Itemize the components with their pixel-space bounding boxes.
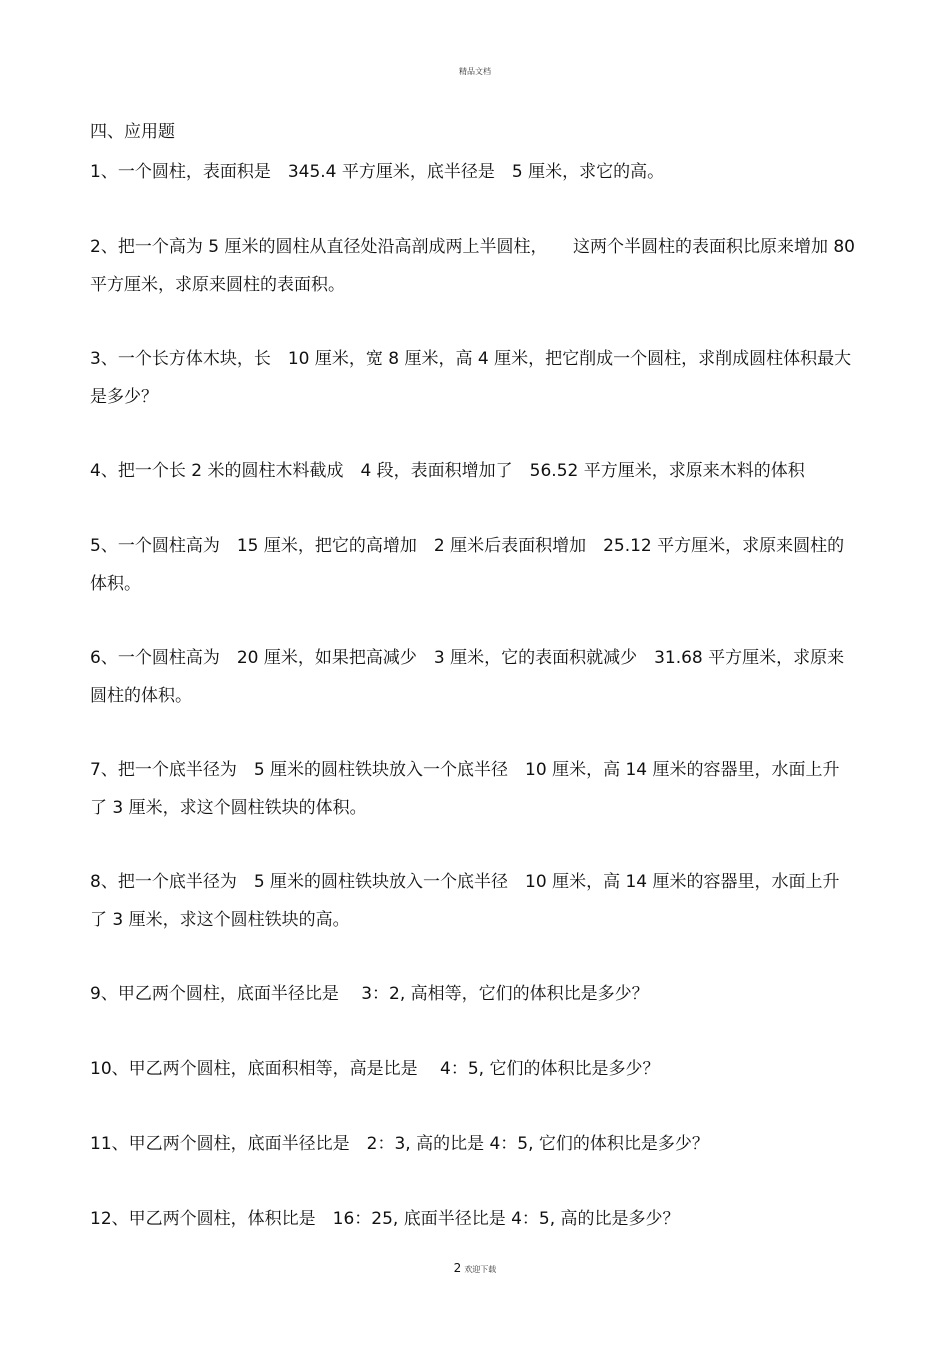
question-1: 1、一个圆柱，表面积是 345.4 平方厘米，底半径是 5 厘米，求它的高。 xyxy=(90,162,665,182)
question-9: 9、甲乙两个圆柱，底面半径比是 3：2, 高相等，它们的体积比是多少？ xyxy=(90,984,649,1004)
question-4: 4、把一个长 2 米的圆柱木料截成 4 段，表面积增加了 56.52 平方厘米，求原来木料的体积 xyxy=(90,461,805,481)
header-watermark: 精品文档 xyxy=(459,67,491,76)
question-8: 8、把一个底半径为 5 厘米的圆柱铁块放入一个底半径 10 厘米，高 14 厘米的容器里，水面上升了 3 厘米，求这个圆柱铁块的高。 xyxy=(90,872,840,930)
page-footer xyxy=(0,1257,950,1276)
question-7: 7、把一个底半径为 5 厘米的圆柱铁块放入一个底半径 10 厘米，高 14 厘米的容器里，水面上升了 3 厘米，求这个圆柱铁块的体积。 xyxy=(90,760,840,818)
page-number: 2 xyxy=(453,1261,462,1275)
question-10: 10、甲乙两个圆柱，底面积相等，高是比是 4：5, 它们的体积比是多少？ xyxy=(90,1059,660,1079)
question-2: 2、把一个高为 5 厘米的圆柱从直径处沿高剖成两上半圆柱， 这两个半圆柱的表面积比原来增加 80 平方厘米，求原来圆柱的表面积。 xyxy=(90,237,855,295)
question-3: 3、一个长方体木块，长 10 厘米，宽 8 厘米，高 4 厘米，把它削成一个圆柱，求削成圆柱体积最大是多少？ xyxy=(90,349,852,407)
footer-note: 欢迎下载 xyxy=(464,1265,497,1274)
question-6: 6、一个圆柱高为 20 厘米，如果把高减少 3 厘米，它的表面积就减少 31.68 平方厘米，求原来圆柱的体积。 xyxy=(90,648,845,706)
section-title: 四、应用题 xyxy=(90,122,175,142)
question-5: 5、一个圆柱高为 15 厘米，把它的高增加 2 厘米后表面积增加 25.12 平方厘米，求原来圆柱的体积。 xyxy=(90,536,845,594)
question-12: 12、甲乙两个圆柱，体积比是 16：25, 底面半径比是 4：5, 高的比是多少？ xyxy=(90,1209,680,1229)
question-11: 11、甲乙两个圆柱，底面半径比是 2：3, 高的比是 4：5, 它们的体积比是多少？ xyxy=(90,1134,709,1154)
